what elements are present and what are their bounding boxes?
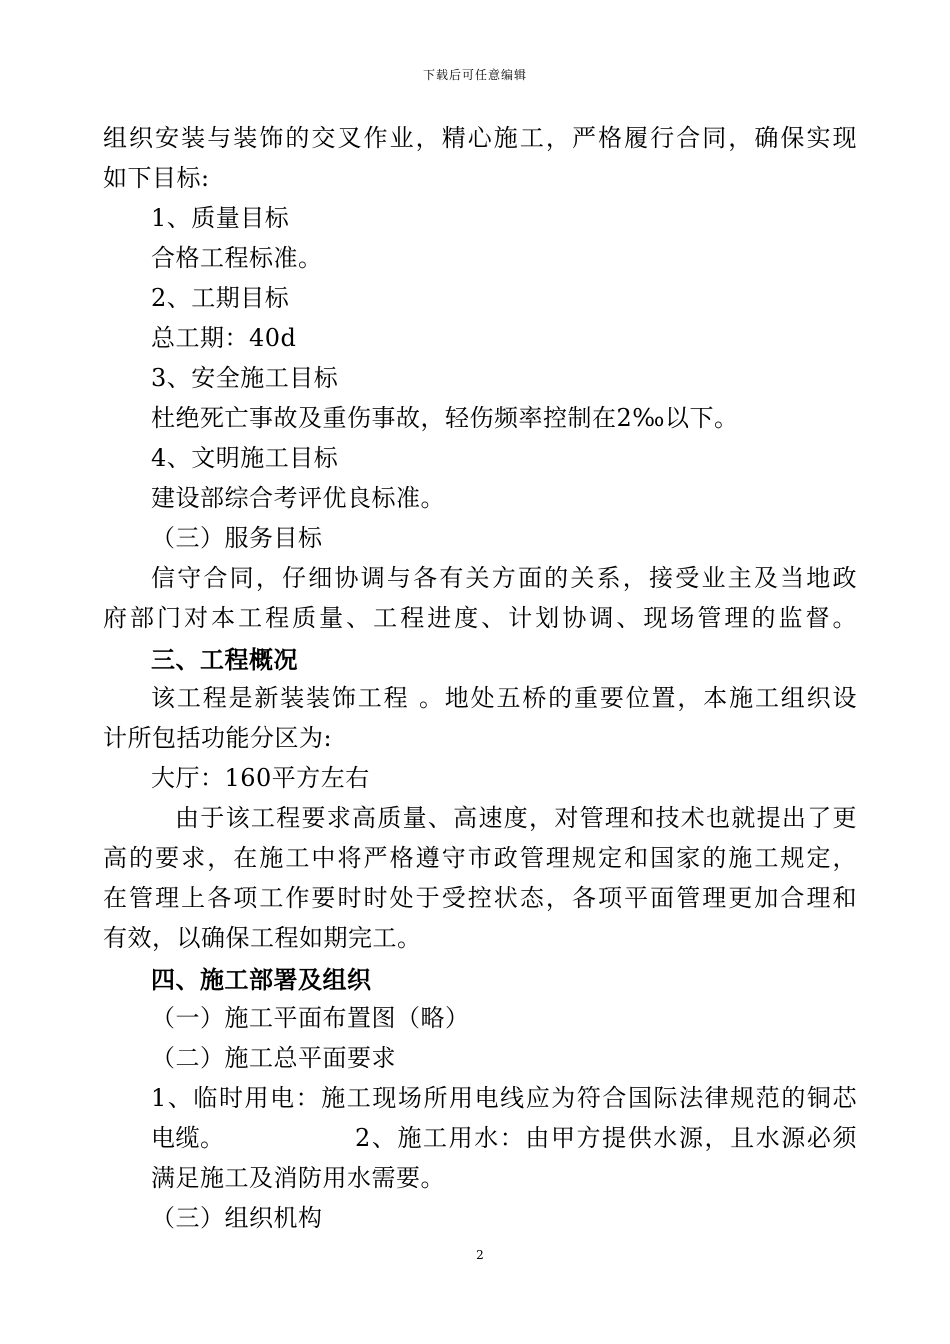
paragraph-line: 府部门对本工程质量、工程进度、计划协调、现场管理的监督。 [103, 604, 857, 632]
paragraph-line: 计所包括功能分区为: [103, 724, 333, 752]
paragraph-line: 总工期：40d [151, 324, 297, 352]
chapter-heading: 四、施工部署及组织 [151, 966, 372, 994]
paragraph-line: 建设部综合考评优良标准。 [151, 484, 445, 512]
paragraph-line: 2、施工用水：由甲方提供水源，且水源必须 [355, 1124, 857, 1152]
paragraph-line: 电缆。 [151, 1124, 225, 1152]
paragraph-line: 杜绝死亡事故及重伤事故，轻伤频率控制在2‰以下。 [151, 404, 739, 432]
paragraph-line: 由于该工程要求高质量、高速度，对管理和技术也就提出了更 [175, 804, 857, 832]
section-heading: 1、质量目标 [151, 204, 290, 232]
paragraph-line: 如下目标: [103, 164, 210, 192]
paragraph-line: 组织安装与装饰的交叉作业，精心施工，严格履行合同，确保实现 [103, 124, 857, 152]
section-heading: （一）施工平面布置图（略） [151, 1004, 470, 1032]
paragraph-line: 该工程是新装装饰工程 。地处五桥的重要位置，本施工组织设 [151, 684, 857, 712]
paragraph-line: 大厅：160平方左右 [151, 764, 370, 792]
paragraph-line: 信守合同，仔细协调与各有关方面的关系，接受业主及当地政 [151, 564, 857, 592]
section-heading: （三）组织机构 [151, 1204, 323, 1232]
page-number: 2 [476, 1248, 484, 1262]
paragraph-line: 合格工程标准。 [151, 244, 323, 272]
section-heading: （二）施工总平面要求 [151, 1044, 396, 1072]
section-heading: 2、工期目标 [151, 284, 290, 312]
paragraph-line: 满足施工及消防用水需要。 [151, 1164, 445, 1192]
page-header: 下载后可任意编辑 [422, 68, 527, 82]
paragraph-line: 有效，以确保工程如期完工。 [103, 924, 422, 952]
paragraph-line: 高的要求，在施工中将严格遵守市政管理规定和国家的施工规定， [103, 844, 857, 872]
paragraph-line: 在管理上各项工作要时时处于受控状态，各项平面管理更加合理和 [103, 884, 857, 912]
chapter-heading: 三、工程概况 [151, 646, 298, 674]
paragraph-line: 1、临时用电：施工现场所用电线应为符合国际法律规范的铜芯 [151, 1084, 857, 1112]
section-heading: 3、安全施工目标 [151, 364, 339, 392]
section-heading: （三）服务目标 [151, 524, 323, 552]
section-heading: 4、文明施工目标 [151, 444, 339, 472]
